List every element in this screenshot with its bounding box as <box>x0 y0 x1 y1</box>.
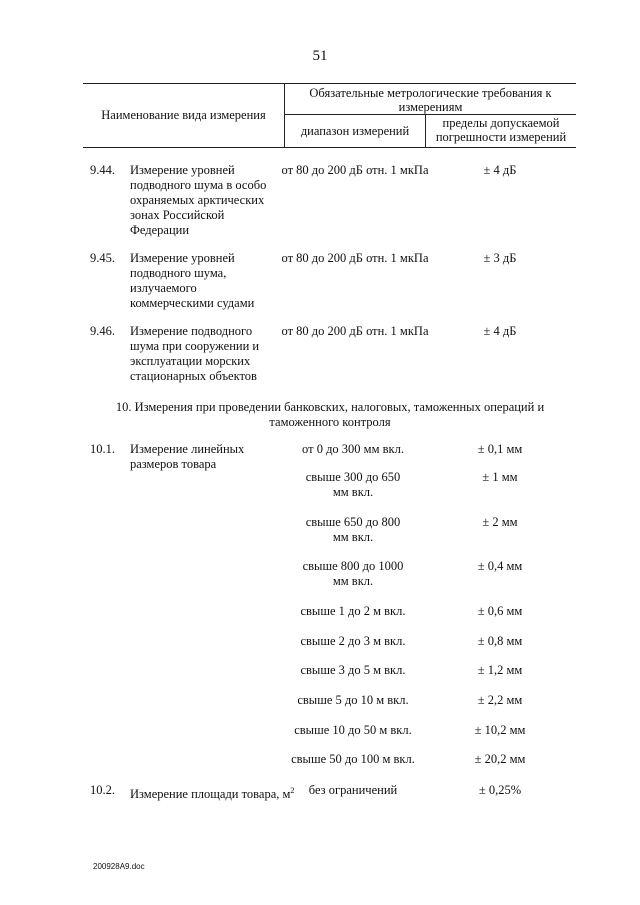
row-tolerance: ± 0,8 мм <box>477 634 523 648</box>
row-tolerance: ± 4 дБ <box>483 324 517 338</box>
row-range: свыше 650 до 800 мм вкл. <box>305 515 401 544</box>
row-tolerance: ± 0,4 мм <box>477 559 523 573</box>
row-range: свыше 10 до 50 м вкл. <box>294 723 412 737</box>
header-divider <box>284 114 576 115</box>
row-name: Измерение линейных размеров товара <box>130 442 245 471</box>
row-range: свыше 5 до 10 м вкл. <box>297 693 409 707</box>
row-tolerance: ± 0,25% <box>478 783 522 797</box>
header-range-column: диапазон измерений <box>300 124 410 138</box>
row-name <box>130 783 295 802</box>
row-range: свыше 2 до 3 м вкл. <box>300 634 406 648</box>
header-limits-column: пределы допускаемой погрешности измерений <box>435 116 567 144</box>
row-range: свыше 1 до 2 м вкл. <box>300 604 406 618</box>
row-number: 9.46. <box>90 324 115 338</box>
row-name: Измерение подводного шума при сооружении и эксплуатации морских стационарных объектов <box>130 324 260 383</box>
row-tolerance: ± 4 дБ <box>483 163 517 177</box>
header-name-column: Наименование вида измерения <box>101 108 266 122</box>
row-range: от 80 до 200 дБ отн. 1 мкПа <box>281 324 429 338</box>
row-tolerance: ± 2,2 мм <box>477 693 523 707</box>
row-name: Измерение уровней подводного шума в особо охраняемых арктических зонах Российской Федерации <box>130 163 267 237</box>
row-tolerance: ± 0,6 мм <box>477 604 523 618</box>
row-tolerance: ± 0,1 мм <box>477 442 523 456</box>
row-range: свыше 800 до 1000 мм вкл. <box>302 559 404 588</box>
section-heading: 10. Измерения при проведении банковских, налоговых, таможенных операций и таможенного контроля <box>115 400 545 429</box>
row-tolerance: ± 1,2 мм <box>477 663 523 677</box>
row-range: от 0 до 300 мм вкл. <box>302 442 404 456</box>
footer-filename: 200928A9.doc <box>93 862 145 871</box>
row-range: от 80 до 200 дБ отн. 1 мкПа <box>281 251 429 265</box>
header-requirements: Обязательные метрологические требования к измерениям <box>309 86 552 114</box>
row-tolerance: ± 10,2 мм <box>474 723 526 737</box>
row-tolerance: ± 2 мм <box>482 515 518 529</box>
row-tolerance: ± 3 дБ <box>483 251 517 265</box>
row-number: 9.44. <box>90 163 115 177</box>
row-range: свыше 300 до 650 мм вкл. <box>305 470 401 499</box>
row-number: 10.1. <box>90 442 115 456</box>
row-range: без ограничений <box>308 783 398 797</box>
row-tolerance: ± 20,2 мм <box>474 752 526 766</box>
row-range: свыше 50 до 100 м вкл. <box>291 752 415 766</box>
row-number: 9.45. <box>90 251 115 265</box>
row-tolerance: ± 1 мм <box>482 470 518 484</box>
row-name: Измерение уровней подводного шума, излучаемого коммерческими судами <box>130 251 255 310</box>
row-name-sup: 2 <box>290 786 295 795</box>
row-range: от 80 до 200 дБ отн. 1 мкПа <box>281 163 429 177</box>
table-header <box>83 83 576 148</box>
row-number: 10.2. <box>90 783 115 797</box>
row-range: свыше 3 до 5 м вкл. <box>300 663 406 677</box>
row-name-text: Измерение площади товара, м <box>130 787 291 802</box>
page-number: 51 <box>312 48 328 64</box>
